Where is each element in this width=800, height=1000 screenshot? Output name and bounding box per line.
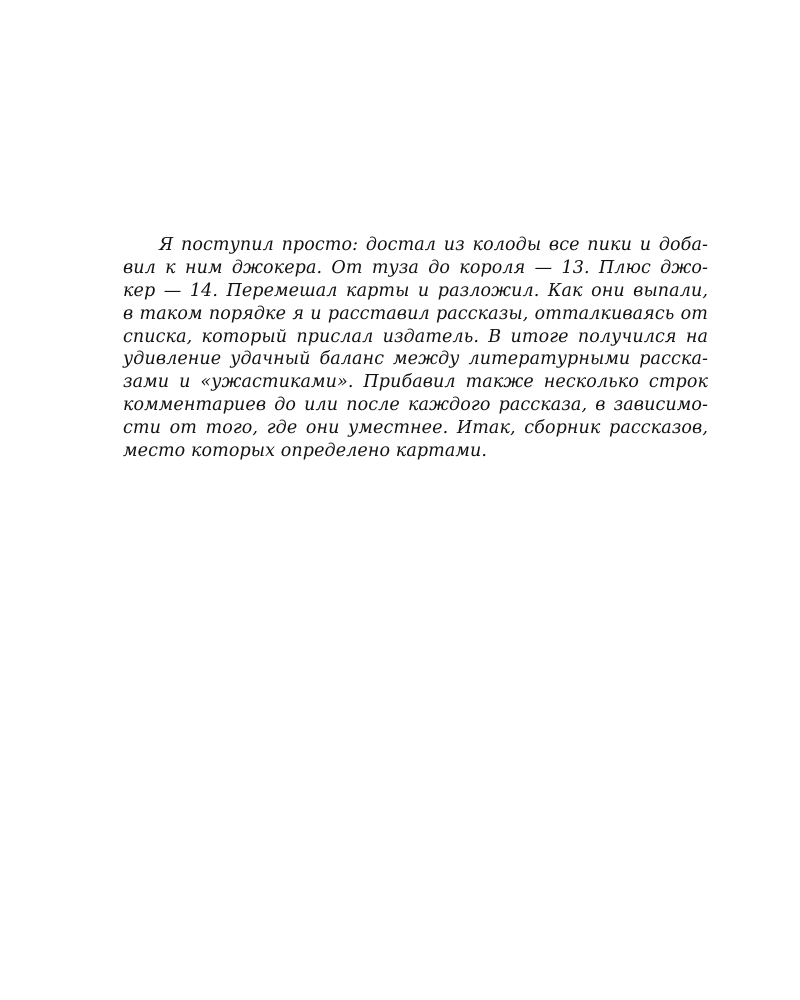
paragraph-line: кер — 14. Перемешал карты и разложил. Как они выпали, [123,280,708,301]
paragraph-line: вил к ним джокера. От туза до короля — 13. Плюс джо- [123,257,708,278]
paragraph-line: комментариев до или после каждого рассказа, в зависимо- [123,395,708,416]
paragraph-line: списка, который прислал издатель. В итоге получился на [123,326,708,347]
paragraph-line: зами и «ужастиками». Прибавил также несколько строк [123,372,708,393]
paragraph [123,234,708,463]
paragraph-line: удивление удачный баланс между литературными расска- [123,349,708,370]
paragraph-line: в таком порядке я и расставил рассказы, отталкиваясь от [123,303,708,324]
paragraph-line: место которых определено картами. [123,441,488,462]
paragraph-line: Я поступил просто: достал из колоды все пики и доба- [159,235,708,255]
paragraph-line: сти от того, где они уместнее. Итак, сборник рассказов, [123,418,708,439]
